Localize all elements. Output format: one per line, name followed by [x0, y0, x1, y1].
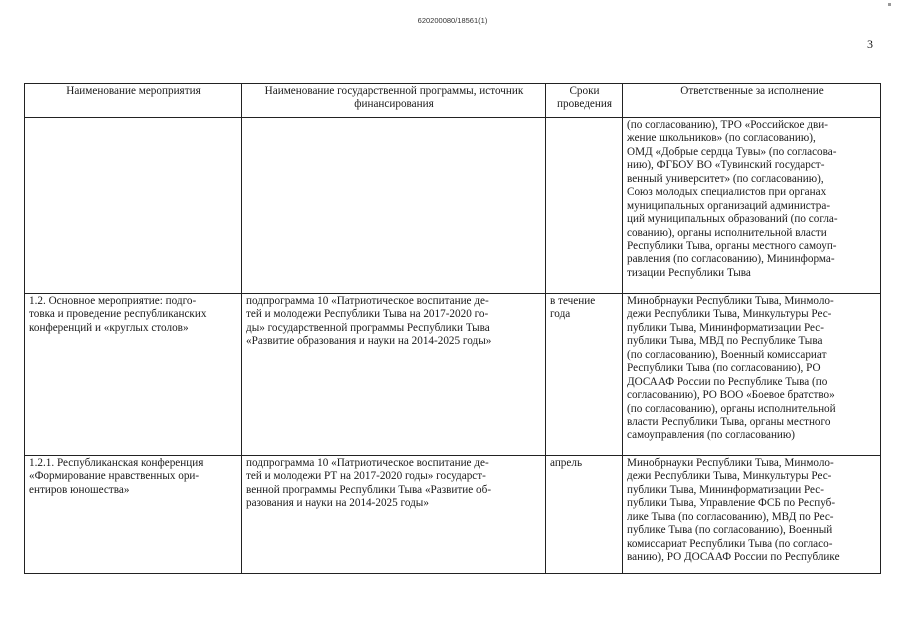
term-cell: в течение года	[546, 294, 623, 456]
page-number: 3	[867, 37, 873, 51]
term-cell: апрель	[546, 456, 623, 574]
scan-dot	[888, 3, 891, 6]
column-header-program: Наименование государственной программы, источник финансирования	[242, 84, 546, 118]
table-row	[25, 294, 881, 456]
document-id: 620200080/18561(1)	[417, 16, 488, 25]
column-header-responsible: Ответственные за исполнение	[623, 84, 881, 118]
column-header-event: Наименование мероприятия	[25, 84, 242, 118]
events-table	[24, 83, 881, 574]
event-cell	[25, 118, 242, 294]
responsible-cell: (по согласованию), ТРО «Российское дви- жение школьников» (по согласованию), ОМД «Добрые сердца Тувы» (по согласова- нию), ФГБОУ ВО «Тувинский государст- венный университет» (по согласованию), Союз молодых специалистов при органах муниципальных организаций администра- ций муниципальных образований (по согла- сованию), органы исполнительной власти Республики Тыва, органы местного самоуп- равления (по согласованию), Мининформа- тизации Республики Тыва	[623, 118, 881, 294]
event-cell: 1.2. Основное мероприятие: подго- товка и проведение республиканских конференций и «круглых столов»	[25, 294, 242, 456]
table-header-row	[25, 84, 881, 118]
table-row	[25, 456, 881, 574]
table-row	[25, 118, 881, 294]
responsible-cell: Минобрнауки Республики Тыва, Минмоло- дежи Республики Тыва, Минкультуры Рес- публики Тыва, Мининформатизации Рес- публики Тыва, МВД по Республике Тыва (по согласованию), Военный комиссариат Республики Тыва (по согласованию), РО ДОСААФ России по Республике Тыва (по согласованию), РО ВОО «Боевое братство» (по согласованию), органы исполнительной власти Республики Тыва, органы местного самоуправления (по согласованию)	[623, 294, 881, 456]
program-cell: подпрограмма 10 «Патриотическое воспитание де- тей и молодежи Республики Тыва на 2017-2020 го- ды» государственной программы Республики Тыва «Развитие образования и науки на 2014-2025 годы»	[242, 294, 546, 456]
program-cell: подпрограмма 10 «Патриотическое воспитание де- тей и молодежи РТ на 2017-2020 годы» государст- венной программы Республики Тыва «Развитие об- разования и науки на 2014-2025 годы»	[242, 456, 546, 574]
column-header-term: Сроки проведения	[546, 84, 623, 118]
program-cell	[242, 118, 546, 294]
responsible-cell: Минобрнауки Республики Тыва, Минмоло- дежи Республики Тыва, Минкультуры Рес- публики Тыва, Мининформатизации Рес- публики Тыва, Управление ФСБ по Респуб- лике Тыва (по согласованию), МВД по Рес- публике Тыва (по согласованию), Военный комиссариат Республики Тыва (по согласо- ванию), РО ДОСААФ России по Республике	[623, 456, 881, 574]
term-cell	[546, 118, 623, 294]
event-cell: 1.2.1. Республиканская конференция «Формирование нравственных ори- ентиров юношества»	[25, 456, 242, 574]
